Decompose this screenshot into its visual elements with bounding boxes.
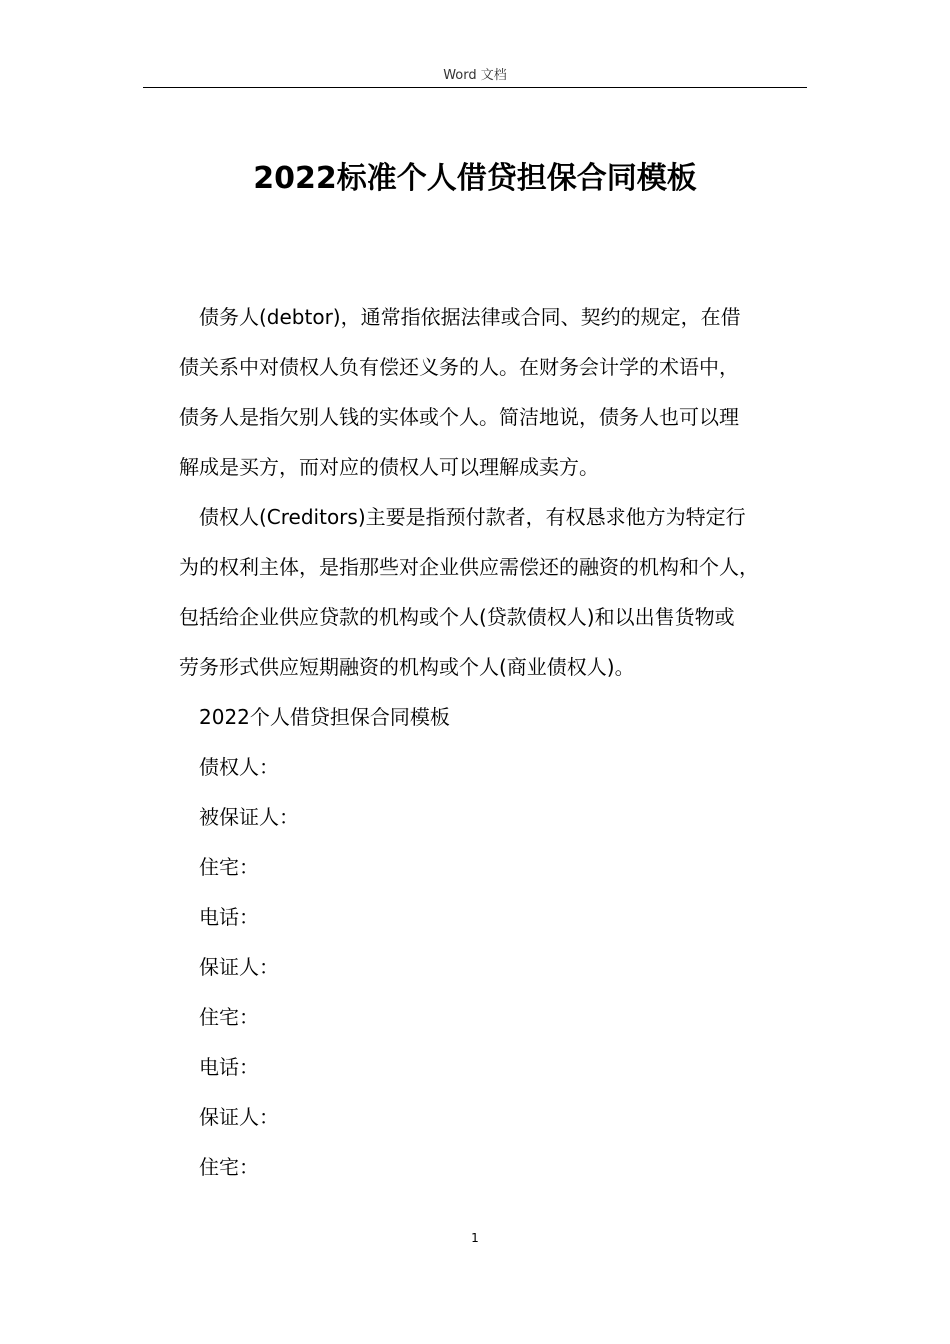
field-label-address: 住宅：	[199, 1005, 259, 1029]
page-header: Word 文档	[443, 68, 507, 83]
paragraph-line: 债权人(Creditors)主要是指预付款者，有权恳求他方为特定行	[199, 505, 746, 529]
paragraph-line: 包括给企业供应贷款的机构或个人(贷款债权人)和以出售货物或	[179, 605, 735, 629]
paragraph-line: 劳务形式供应短期融资的机构或个人(商业债权人)。	[179, 655, 635, 679]
field-label-phone: 电话：	[199, 905, 259, 929]
section-heading: 2022个人借贷担保合同模板	[199, 705, 450, 729]
field-label-creditor: 债权人：	[199, 755, 279, 779]
field-label-guarantor: 保证人：	[199, 1105, 279, 1129]
field-label-guaranteed: 被保证人：	[199, 805, 299, 829]
page-number: 1	[471, 1231, 479, 1245]
document-body	[179, 292, 819, 1192]
field-label-address: 住宅：	[199, 855, 259, 879]
field-label-address: 住宅：	[199, 1155, 259, 1179]
paragraph-line: 债务人是指欠别人钱的实体或个人。简洁地说，债务人也可以理	[179, 405, 739, 429]
paragraph-line: 为的权利主体，是指那些对企业供应需偿还的融资的机构和个人，	[179, 555, 759, 579]
document-title: 2022标准个人借贷担保合同模板	[253, 161, 697, 196]
field-label-phone: 电话：	[199, 1055, 259, 1079]
paragraph-line: 解成是买方，而对应的债权人可以理解成卖方。	[179, 455, 599, 479]
field-label-guarantor: 保证人：	[199, 955, 279, 979]
paragraph-line: 债务人(debtor)，通常指依据法律或合同、契约的规定，在借	[199, 305, 741, 329]
header-rule	[143, 87, 807, 88]
paragraph-line: 债关系中对债权人负有偿还义务的人。在财务会计学的术语中，	[179, 355, 739, 379]
